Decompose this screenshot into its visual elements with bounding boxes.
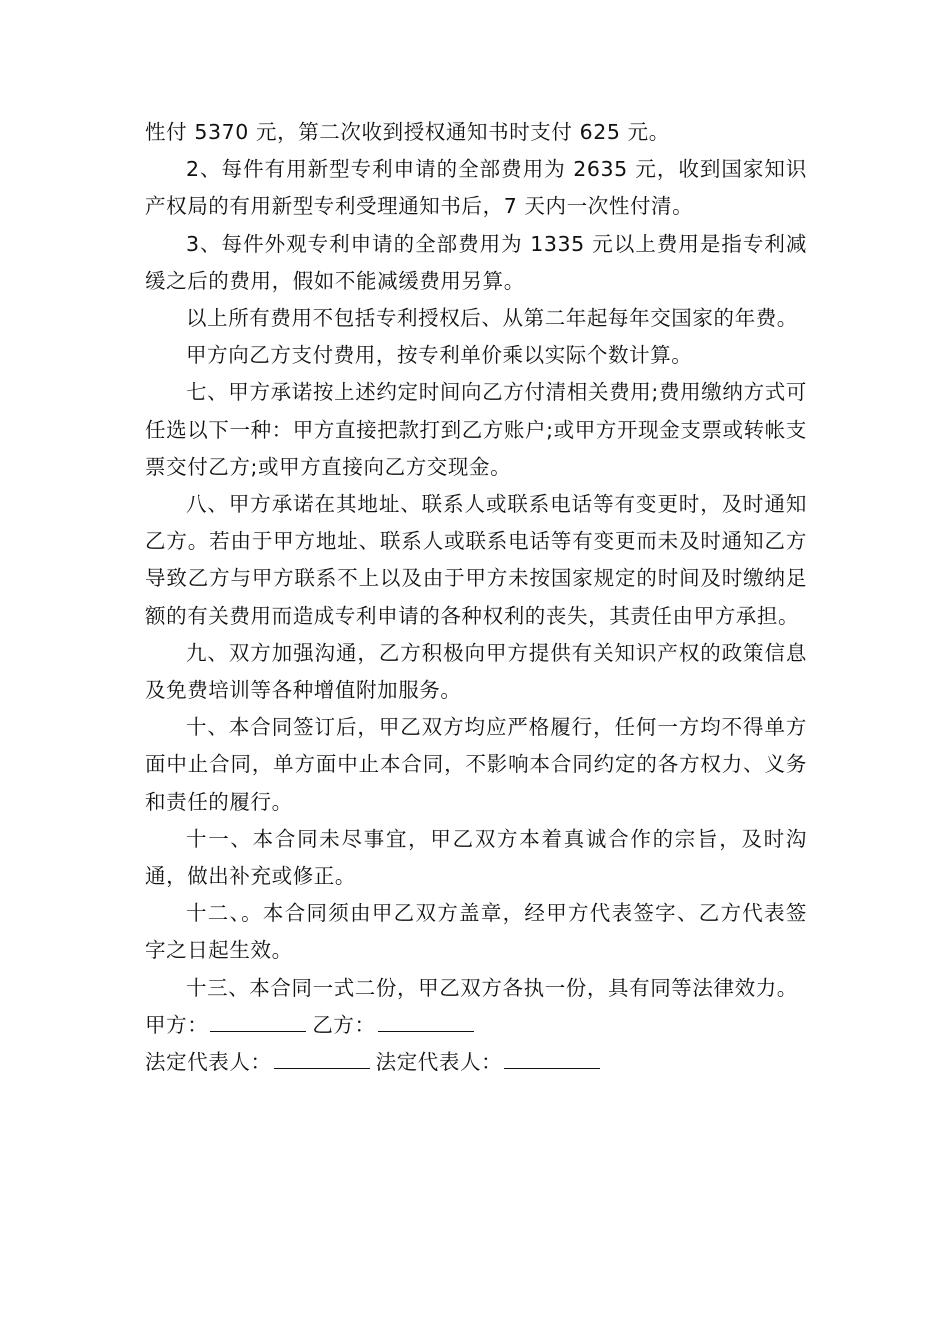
paragraph-fee-exclusion: 以上所有费用不包括专利授权后、从第二年起每年交国家的年费。 [186, 306, 798, 331]
rep-b-blank [504, 1044, 600, 1069]
representative-signature-line [145, 1044, 807, 1081]
clause-nine: 九、双方加强沟通，乙方积极向甲方提供有关知识产权的政策信息及免费培训等各种增值附加服务。 [145, 640, 807, 703]
paragraph-utility-model-fee: 2、每件有用新型专利申请的全部费用为 2635 元，收到国家知识产权局的有用新型专利受理通知书后，7 天内一次性付清。 [145, 157, 807, 219]
party-b-blank [378, 1007, 474, 1032]
paragraph-fee-calculation: 甲方向乙方支付费用，按专利单价乘以实际个数计算。 [186, 343, 693, 368]
paragraph-fee-continuation: 性付 5370 元，第二次收到授权通知书时支付 625 元。 [145, 120, 670, 144]
rep-a-blank [274, 1044, 370, 1069]
clause-seven: 七、甲方承诺按上述约定时间向乙方付清相关费用;费用缴纳方式可任选以下一种：甲方直接把款打到乙方账户;或甲方开现金支票或转帐支票交付乙方;或甲方直接向乙方交现金。 [145, 380, 807, 479]
clause-eight: 八、甲方承诺在其地址、联系人或联系电话等有变更时，及时通知乙方。若由于甲方地址、联系人或联系电话等有变更而未及时通知乙方导致乙方与甲方联系不上以及由于甲方未按国家规定的时间及时缴纳足额的有关费用而造成专利申请的各种权利的丧失，其责任由甲方承担。 [145, 492, 807, 628]
party-signature-line [145, 1007, 807, 1044]
clause-twelve: 十二、。本合同须由甲乙双方盖章，经甲方代表签字、乙方代表签字之日起生效。 [145, 901, 807, 963]
rep-b-label: 法定代表人： [375, 1050, 503, 1075]
contract-body [145, 114, 807, 1081]
party-a-label: 甲方： [145, 1012, 209, 1037]
clause-ten: 十、本合同签订后，甲乙双方均应严格履行，任何一方均不得单方面中止合同，单方面中止本合同，不影响本合同约定的各方权力、义务和责任的履行。 [145, 715, 807, 814]
paragraph-design-patent-fee: 3、每件外观专利申请的全部费用为 1335 元以上费用是指专利减缓之后的费用，假如不能减缓费用另算。 [145, 231, 807, 293]
clause-thirteen: 十三、本合同一式二份，甲乙双方各执一份，具有同等法律效力。 [186, 975, 798, 1000]
rep-a-label: 法定代表人： [145, 1050, 272, 1075]
party-b-label: 乙方： [312, 1012, 376, 1037]
clause-eleven: 十一、本合同未尽事宜，甲乙双方本着真诚合作的宗旨，及时沟通，做出补充或修正。 [145, 826, 807, 889]
party-a-blank [210, 1007, 306, 1032]
